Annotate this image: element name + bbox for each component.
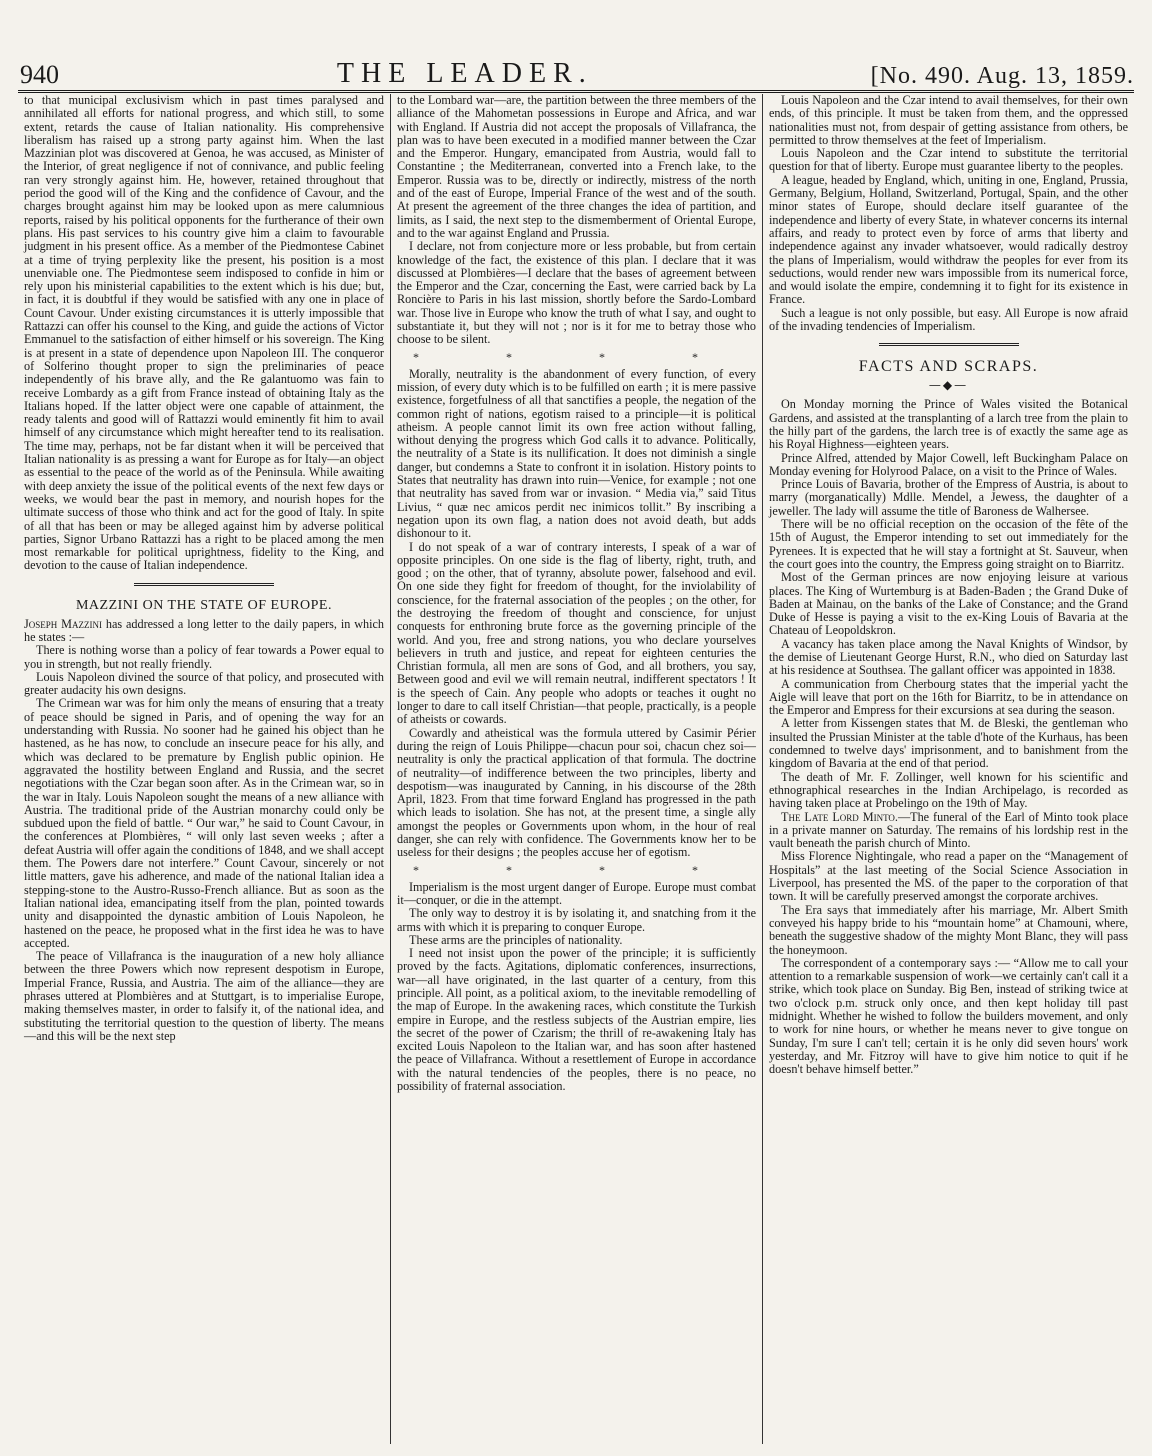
news-item: A letter from Kissengen states that M. de Bleski, the gentleman who insulted the Prussian Minister at the table d'hote of the Kurhaus, has been condemned to twelve days' imprisonment, and to banishment from the kingdom of Bavaria at the end of that period. (769, 716, 1128, 771)
mazzini-byline (24, 618, 384, 645)
news-item: There will be no official reception on the occasion of the fête of the 15th of August, the Emperor intending to set out immediately for the Pyrenees. It is expected that he will stay a fortnight at St. Sauveur, when the court goes into the country, the Empress going straight on to Biarritz. (769, 517, 1128, 571)
asterism-divider: * * * * (413, 862, 740, 877)
section-divider (879, 343, 1019, 350)
paragraph: I declare, not from conjecture more or less probable, but from certain knowledge of the fact, the existence of this plan. I declare that it was discussed at Plombières—I declare that the bases of agreement between the Emperor and the Czar, concerning the East, were carried back by La Roncière to Paris in his last mission, shortly before the Sardo-Lombard war. Those live in Europe who know the truth of what I say, and ought to substantiate it, but they will not ; nor is it for me to betray those who choose to be silent. (397, 239, 756, 347)
news-item: The death of Mr. F. Zollinger, well known for his scientific and ethnographical researches in the Indian Archipelago, is recorded as having taken place at Probelingo on the 19th of May. (769, 769, 1128, 811)
article-columns (18, 94, 1134, 1444)
section-divider (134, 583, 274, 590)
paragraph: Morally, neutrality is the abandonment of every function, of every mission, of every duty which is to be fulfilled on earth ; it is mere passive existence, forgetfulness of all that sanctifies a people, the negation of the common right of nations, egotism raised to a principle—it is political atheism. A people cannot limit its own free action without falling, without denying the progress which God calls it to advance. Politically, the neutrality of a State is its nullification. It does not diminish a single danger, but condemns a State to confront it in isolation. History points to States that neutrality has drawn into ruin—Venice, for example ; not one that neutrality has saved from war or invasion. “ Media via,” said Titus Livius, “ quæ nec amicos perdit nec inimicos tollit.” By inscribing a negation upon its own flag, a nation does not avoid death, but adds dishonour to it. (397, 366, 756, 541)
news-item: A communication from Cherbourg states that the imperial yacht the Aigle will leave that port on the 16th for Biarritz, to be in attendance on the Emperor and Empress for their excursions at sea during the season. (769, 676, 1128, 718)
news-item-text: —The funeral of the Earl of Minto took place in a private manner on Saturday. The remains of his lordship rest in the vault beneath the parish church of Minto. (769, 809, 1129, 851)
newspaper-title: THE LEADER. (336, 58, 593, 89)
news-item: On Monday morning the Prince of Wales visited the Botanical Gardens, and assisted at the transplanting of a larch tree from the plain to the hilly part of the gardens, the larch tree is of exactly the same age as his Royal Highness—eighteen years. (769, 397, 1128, 452)
asterism-divider: * * * * (413, 349, 740, 364)
news-item: A vacancy has taken place among the Naval Knights of Windsor, by the demise of Lieutenant George Hurst, R.N., who died on Saturday last at his residence at Southsea. The gallant officer was appointed in 1838. (769, 636, 1128, 678)
paragraph: The Crimean war was for him only the means of ensuring that a treaty of peace should be signed in Paris, and of opening the way for an understanding with Russia. No sooner had he gained his object than he hastened, as he has now, to conclude an insecure peace for his ally, and which was declared to be premature by English public opinion. He aggravated the hostility between England and Russia, and the secret negotiations with the Czar began soon after. As in the Crimean war, so in the war in Italy. Louis Napoleon sought the means of a new alliance with Austria. The traditional pride of the Austrian monarchy could only be subdued upon the field of battle. “ Our war,” he said to Count Cavour, in the conferences at Plombières, “ will only last seven weeks ; after a defeat Austria will offer again the conditions of 1848, and we shall accept them. The Powers dare not interfere.” Count Cavour, sincerely or not little matters, gave his adherence, and made of the national Italian idea a stepping-stone to the Austro-Russo-French alliance. But as soon as the Italian national idea, emancipating itself from the plan, pointed towards unity and disappointed the dynastic ambition of Louis Napoleon, he hastened on the peace, he proposed what in the first idea he was to have accepted. (24, 696, 384, 950)
facts-heading: FACTS AND SCRAPS. (858, 358, 1039, 376)
paragraph: I do not speak of a war of contrary interests, I speak of a war of opposite principles. On one side is the flag of liberty, right, truth, and good ; on the other, that of tyranny, absolute power, falsehood and evil. On one side they fight for freedom of thought, for the inviolability of conscience, for the fraternal association of the peoples ; on the other, for the destroying the freedom of thought and conscience, for unjust conquests for enthroning brute force as the governing principle of the world. And you, free and strong nations, you who declare yourselves believers in truth and justice, and repeat for eighteen centuries the Christian formula, all men are sons of God, and all brothers, you say, Between good and evil we will remain neutral, indifferent spectators ! It is the speech of Cain. Any people who adopts or teaches it ought no longer to dare to call itself Christian—that people, practically, is a people of atheists or cowards. (397, 539, 756, 727)
news-item: Prince Alfred, attended by Major Cowell, left Buckingham Palace on Monday evening for Holyrood Palace, on a visit to the Prince of Wales. (769, 450, 1128, 478)
paragraph: There is nothing worse than a policy of fear towards a Power equal to you in strength, but not really friendly. (24, 643, 384, 671)
news-item: The correspondent of a contemporary says :— “Allow me to call your attention to a remarkable suspension of work—we certainly can't call it a strike, which took place on Sunday. Big Ben, instead of striking twice at two o'clock p.m. struck only once, and then kept holiday till past midnight. Whether he wished to follow the builders movement, and only to work for nine hours, or whether he means never to give tongue on Sunday, I'm sure I can't tell; certain it is he only did seven hours' work yesterday, and Mr. Fitzroy will have to give him notice to quit if he doesn't behave himself better.” (769, 955, 1128, 1077)
paragraph: Louis Napoleon and the Czar intend to substitute the territorial question for that of liberty. Europe must guarantee liberty to the peoples. (769, 146, 1128, 174)
paragraph: The peace of Villafranca is the inauguration of a new holy alliance between the three Powers which now represent despotism in Europe, Imperial France, Russia, and Austria. The aim of the alliance—they are phrases uttered at Plombières and at Stuttgart, is to imperialise Europe, making themselves master, in order to falsify it, of the national idea, and substituting the territorial question to the question of liberty. The means—and this will be the next step (24, 949, 384, 1043)
paragraph: Cowardly and atheistical was the formula uttered by Casimir Périer during the reign of Louis Philippe—chacun pour soi, chacun chez soi—neutrality is only the practical application of that formula. The doctrine of neutrality—of indifference between the two principles, liberty and despotism—was inaugurated by Canning, in his discourse of the 28th April, 1823. From that time forward England has progressed in the path which leads to isolation. She has not, at the present time, a single ally amongst the peoples or Governments upon whom, in the hour of real danger, she can rely with confidence. The Governments know her to be useless for their designs ; the peoples accuse her of egotism. (397, 725, 756, 860)
page-number: 940 (20, 60, 59, 89)
paragraph: Louis Napoleon and the Czar intend to avail themselves, for their own ends, of this principle. It must be taken from them, and the oppressed nationalities must not, from despair of getting assistance from others, be permitted to throw themselves at the feet of Imperialism. (769, 94, 1128, 147)
column-left (18, 94, 390, 1444)
byline-name: Joseph Mazzini (24, 616, 102, 631)
news-item: The Era says that immediately after his marriage, Mr. Albert Smith conveyed his happy bride to his “mountain home” at Chamouni, where, beneath the suggestive shadow of the mighty Mont Blanc, they will pass the honeymoon. (769, 902, 1128, 957)
column-middle (390, 94, 762, 1444)
paragraph: to the Lombard war—are, the partition between the three members of the alliance of the Mahometan possessions in Europe and Africa, and war with England. If Austria did not accept the proposals of Villafranca, the plan was to have been executed in a modified manner between the Czar and the Emperor. Hungary, emancipated from Austria, would fall to Constantine ; the Mediterranean, converted into a French lake, to the Emperor. Russia was to be, directly or indirectly, mistress of the north and of the east of Europe, Imperial France of the west and of the south. At present the agreement of the three changes the idea of partition, and limits, as I said, the next step to the dismemberment of Oriental Europe, and to the war against England and Prussia. (397, 94, 756, 240)
paragraph: Louis Napoleon divined the source of that policy, and prosecuted with greater audacity his own designs. (24, 669, 384, 698)
news-item: Most of the German princes are now enjoying leisure at various places. The King of Wurtemburg is at Baden-Baden ; the Grand Duke of Baden at Mainau, on the banks of the Lake of Constance; and the Grand Duke of Hesse is paying a visit to the ex-King Louis of Bavaria at the Chateau of Leopoldskron. (769, 570, 1128, 638)
mazzini-heading: MAZZINI ON THE STATE OF EUROPE. (75, 597, 332, 613)
paragraph: The only way to destroy it is by isolating it, and snatching from it the arms with which it is preparing to conquer Europe. (397, 906, 756, 934)
paragraph: These arms are the principles of nationality. (409, 932, 623, 947)
issue-date: [No. 490. Aug. 13, 1859. (870, 63, 1134, 89)
paragraph: I need not insist upon the power of the principle; it is sufficiently proved by the facts. Agitations, diplomatic conferences, insurrections, war—all have originated, in the last quarter of a century, from this principle. All point, as a political axiom, to the inevitable remodelling of the map of Europe. In the awakening races, which constitute the Turkish empire in Europe, and the restless subjects of the Austrian empire, lies the secret of the power of Czarism; the thrill of re-awakening Italy has excited Louis Napoleon to the Italian war, and has soon after hastened the peace of Villafranca. Without a resettlement of Europe in accordance with the natural tendencies of the peoples, there is no peace, no possibility of fraternal association. (397, 946, 756, 1094)
paragraph: Such a league is not only possible, but easy. All Europe is now afraid of the invading tendencies of Imperialism. (769, 305, 1128, 334)
paragraph: Imperialism is the most urgent danger of Europe. Europe must combat it—conquer, or die in the attempt. (397, 879, 756, 907)
heading-ornament: —◆— (928, 378, 969, 393)
news-item (769, 811, 1128, 851)
news-item: Miss Florence Nightingale, who read a paper on the “Management of Hospitals” at the last meeting of the Social Science Association in Liverpool, has presented the MS. of the paper to the corporation of that town. It will be carefully preserved amongst the corporate archives. (769, 849, 1128, 904)
rattazzi-paragraph: to that municipal exclusivism which in past times paralysed and annihilated all efforts for national progress, and which still, to some extent, retards the cause of Italian nationality. His comprehensive liberalism has raised up a strong party against him. When the last Mazzinian plot was discovered at Genoa, he was accused, as Minister of the Interior, of great negligence if not of connivance, and public feeling ran very strongly against him. He, however, retained throughout that period the good will of the King and the confidence of Cavour, and the charges brought against him may be looked upon as mere calumnious reports, raised by his political opponents for the furtherance of their own plans. His past services to his country give him a claim to favourable judgment in his present office. As a member of the Piedmontese Cabinet at a time of trying perplexity like the present, his position is a most unenviable one. The Piedmontese seem indisposed to confide in him or rely upon his ministerial capabilities to the extent which is his due; but, in fact, it is doubtful if they would be satisfied with any one in place of Count Cavour. Under existing circumstances it is utterly impossible that Rattazzi can offer his counsel to the King, and guide the actions of Victor Emmanuel to the satisfaction of either himself or his sovereign. The King is at present in a state of dependence upon Napoleon III. The conqueror of Solferino thought proper to sign the preliminaries of peace independently of his brave ally, and the Re galantuomo was fain to receive Lombardy as a gift from France instead of obtaining Italy as the Italians hoped. If the latter object were one capable of attainment, the ready talents and good will of Rattazzi would eminently fit him to avail himself of any circumstance which might hereafter tend to its realisation. The time may, perhaps, not be far distant when it will be perceived that Italian nationality is as pressing a want for Europe as for Italy—an object as essential to the peace of the world as of the Peninsula. While awaiting with deep anxiety the issue of the political events of the next few days or weeks, we would bear the past in memory, and nourish hopes for the ultimate success of those who think and act for the good of Italy. In spite of all that has been or may be alleged against him by adverse political parties, Signor Urbano Rattazzi has a right to be placed among the men most remarkable for political uprightness, fidelity to the King, and devotion to the cause of Italian independence. (24, 94, 384, 573)
byline-text: has addressed a long letter to the daily papers, in which he states :— (24, 616, 384, 644)
masthead (18, 52, 1134, 93)
paragraph: A league, headed by England, which, uniting in one, England, Prussia, Germany, Belgium, Holland, Switzerland, Portugal, Spain, and the other minor states of Europe, should declare itself guarantee of the independence and liberty of every State, in whatever concerns its internal affairs, and ready to protect even by force of arms that liberty and independence against any invader whatsoever, would radically destroy the plans of Imperialism, would withdraw the peoples for ever from its seductions, would render new wars impossible from its numerical force, and would isolate the empire, condemning it to fight for its existence in France. (769, 172, 1128, 307)
column-right (762, 94, 1134, 1444)
news-item: Prince Louis of Bavaria, brother of the Empress of Austria, is about to marry (morganatically) Mdlle. Mendel, a Jewess, the daughter of a jeweller. The lady will assume the title of Baroness de Walhersee. (769, 477, 1128, 518)
news-item-lead: The Late Lord Minto. (781, 809, 898, 824)
